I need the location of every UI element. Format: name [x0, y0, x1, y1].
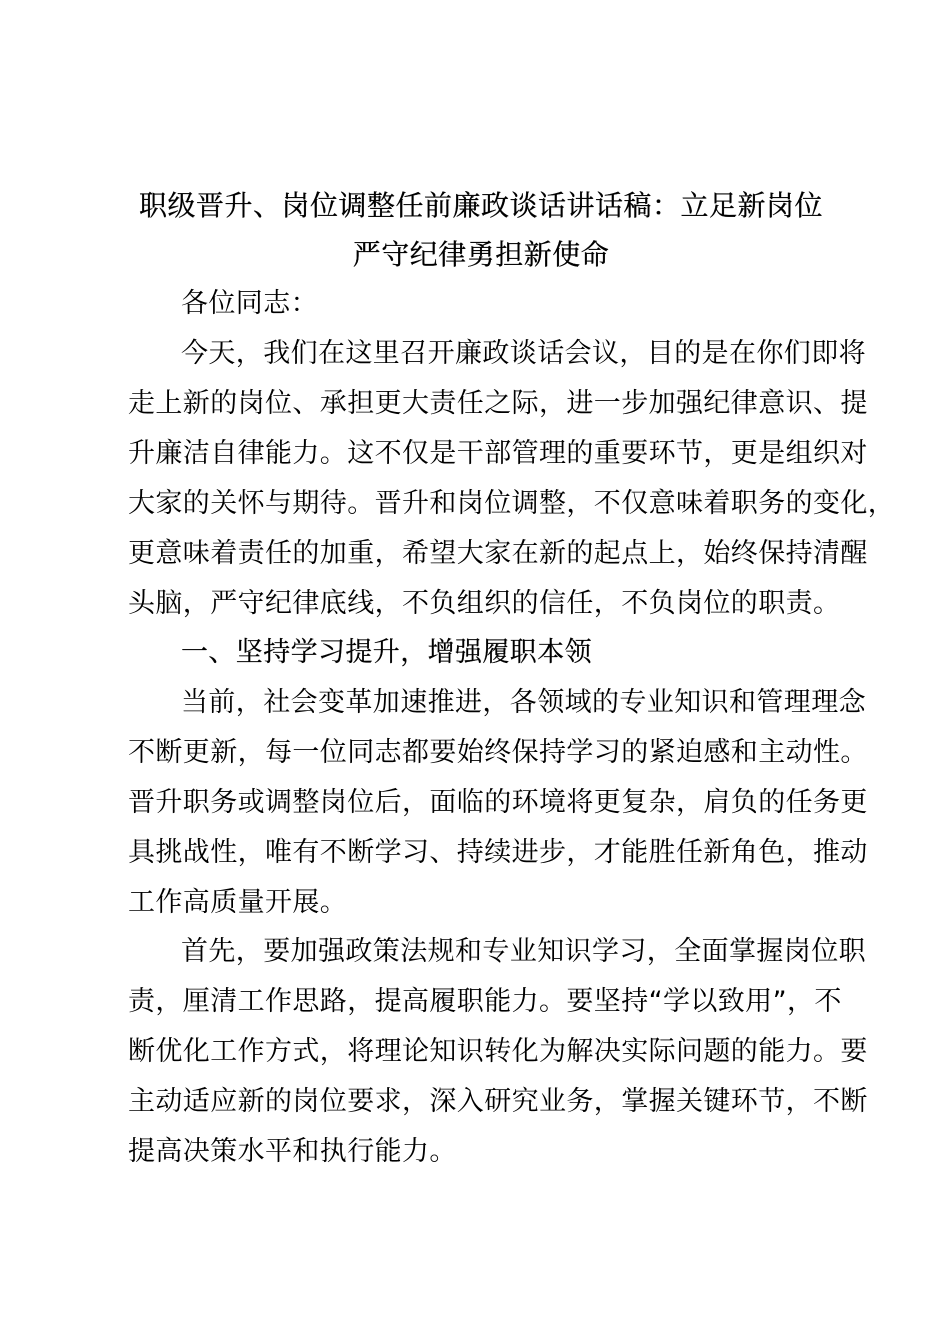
paragraph-2-line: 晋升职务或调整岗位后，面临的环境将更复杂，肩负的任务更 [128, 787, 868, 818]
document-title-line-2: 严守纪律勇担新使命 [352, 238, 610, 271]
paragraph-2-line: 工作高质量开展。 [128, 887, 348, 918]
salutation: 各位同志： [181, 288, 318, 319]
paragraph-2-line: 当前，社会变革加速推进，各领域的专业知识和管理理念 [181, 687, 866, 718]
paragraph-3-line: 提高决策水平和执行能力。 [128, 1136, 457, 1167]
paragraph-1-line: 走上新的岗位、承担更大责任之际，进一步加强纪律意识、提 [128, 388, 868, 419]
document-title-line-1: 职级晋升、岗位调整任前廉政谈话讲话稿：立足新岗位 [138, 189, 823, 222]
paragraph-1-line: 升廉洁自律能力。这不仅是干部管理的重要环节，更是组织对 [128, 438, 868, 469]
paragraph-2-line: 不断更新，每一位同志都要始终保持学习的紧迫感和主动性。 [128, 737, 868, 768]
paragraph-3-line: 主动适应新的岗位要求，深入研究业务，掌握关键环节，不断 [128, 1086, 868, 1117]
paragraph-1-line: 大家的关怀与期待。晋升和岗位调整，不仅意味着职务的变化， [128, 488, 896, 519]
paragraph-1-line: 更意味着责任的加重，希望大家在新的起点上，始终保持清醒 [128, 538, 868, 569]
paragraph-3-line: 首先，要加强政策法规和专业知识学习，全面掌握岗位职 [181, 936, 866, 967]
paragraph-1-line: 今天，我们在这里召开廉政谈话会议，目的是在你们即将 [181, 338, 866, 369]
paragraph-3-line: 责，厘清工作思路，提高履职能力。要坚持“学以致用”，不 [128, 986, 842, 1017]
paragraph-2-line: 具挑战性，唯有不断学习、持续进步，才能胜任新角色，推动 [128, 837, 868, 868]
paragraph-3-line: 断优化工作方式，将理论知识转化为解决实际问题的能力。要 [128, 1036, 868, 1067]
paragraph-1-line: 头脑，严守纪律底线，不负组织的信任，不负岗位的职责。 [128, 588, 841, 619]
section-1-heading: 一、坚持学习提升，增强履职本领 [181, 637, 592, 668]
